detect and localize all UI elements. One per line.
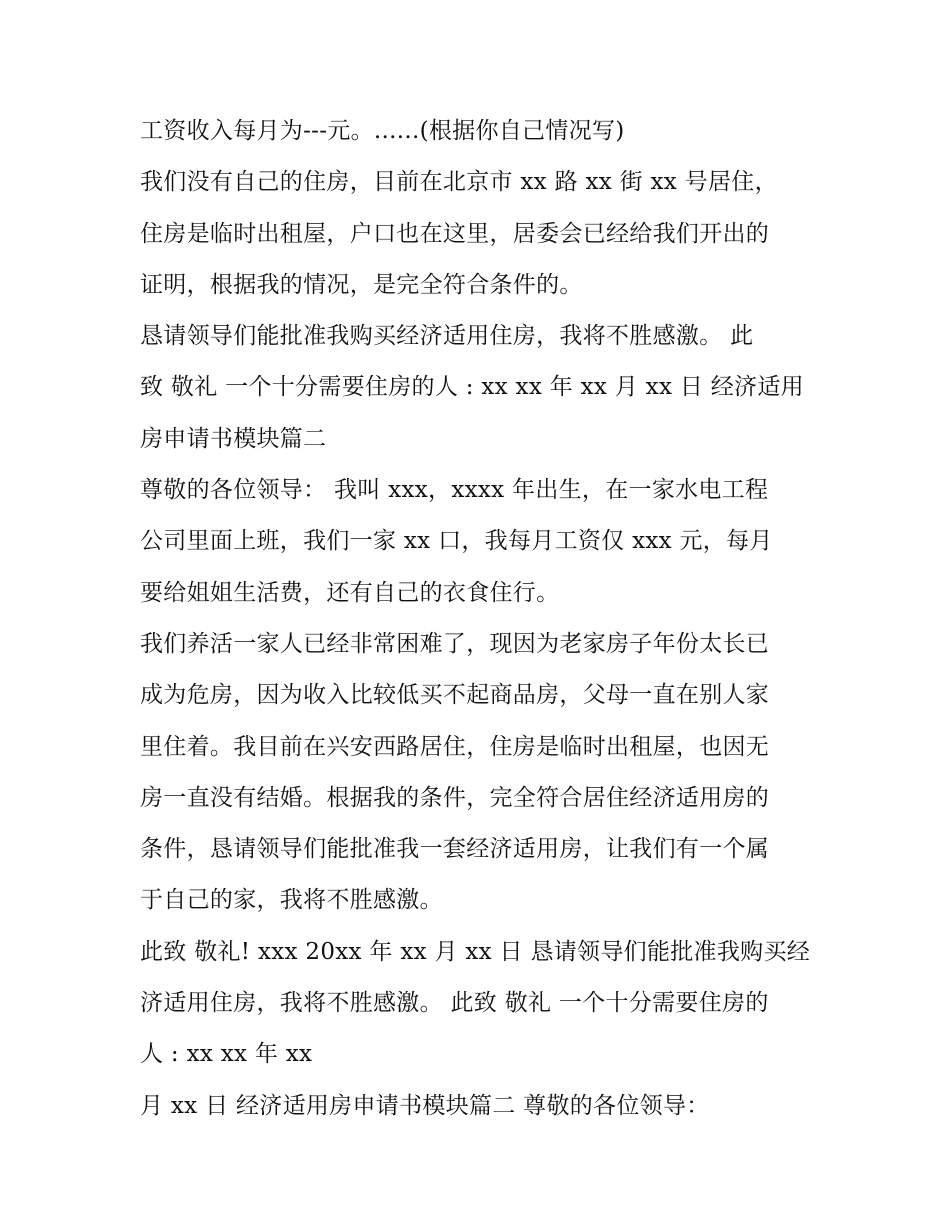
text-line: 我们养活一家人已经非常困难了，现因为老家房子年份太长已	[140, 630, 770, 657]
text-line: 里住着。我目前在兴安西路居住，住房是临时出租屋，也因无	[140, 733, 770, 760]
text-line: 房一直没有结婚。根据我的条件，完全符合居住经济适用房的	[140, 784, 770, 811]
text-line: 恳请领导们能批准我购买经济适用住房，我将不胜感激。 此	[140, 323, 754, 350]
text-line: 房申请书模块篇二	[140, 425, 327, 452]
text-line: 月 xx 日 经济适用房申请书模块篇二 尊敬的各位领导：	[140, 1092, 710, 1119]
text-line: 证明，根据我的情况，是完全符合条件的。	[140, 271, 583, 298]
text-line: 住房是临时出租屋，户口也在这里，居委会已经给我们开出的	[140, 220, 770, 247]
text-line: 致 敬礼 一个十分需要住房的人 : xx xx 年 xx 月 xx 日 经济适用	[140, 374, 804, 401]
text-line: 尊敬的各位领导： 我叫 xxx，xxxx 年出生，在一家水电工程	[140, 477, 769, 504]
text-line: 条件，恳请领导们能批准我一套经济适用房，让我们有一个属	[140, 836, 770, 863]
text-line: 公司里面上班，我们一家 xx 口，我每月工资仅 xxx 元，每月	[140, 528, 773, 555]
text-line: 济适用住房，我将不胜感激。 此致 敬礼 一个十分需要住房的	[140, 990, 769, 1017]
text-line: 人 : xx xx 年 xx	[140, 1041, 313, 1068]
document-body	[140, 106, 830, 1132]
text-line: 我们没有自己的住房，目前在北京市 xx 路 xx 街 xx 号居住，	[140, 169, 778, 196]
text-line: 此致 敬礼! xxx 20xx 年 xx 月 xx 日 恳请领导们能批准我购买经	[140, 938, 811, 965]
text-line: 要给姐姐生活费，还有自己的衣食住行。	[140, 579, 560, 606]
text-line: 工资收入每月为---元。......(根据你自己情况写)	[140, 118, 625, 144]
text-line: 于自己的家，我将不胜感激。	[140, 887, 443, 914]
text-line: 成为危房，因为收入比较低买不起商品房，父母一直在别人家	[140, 682, 770, 709]
